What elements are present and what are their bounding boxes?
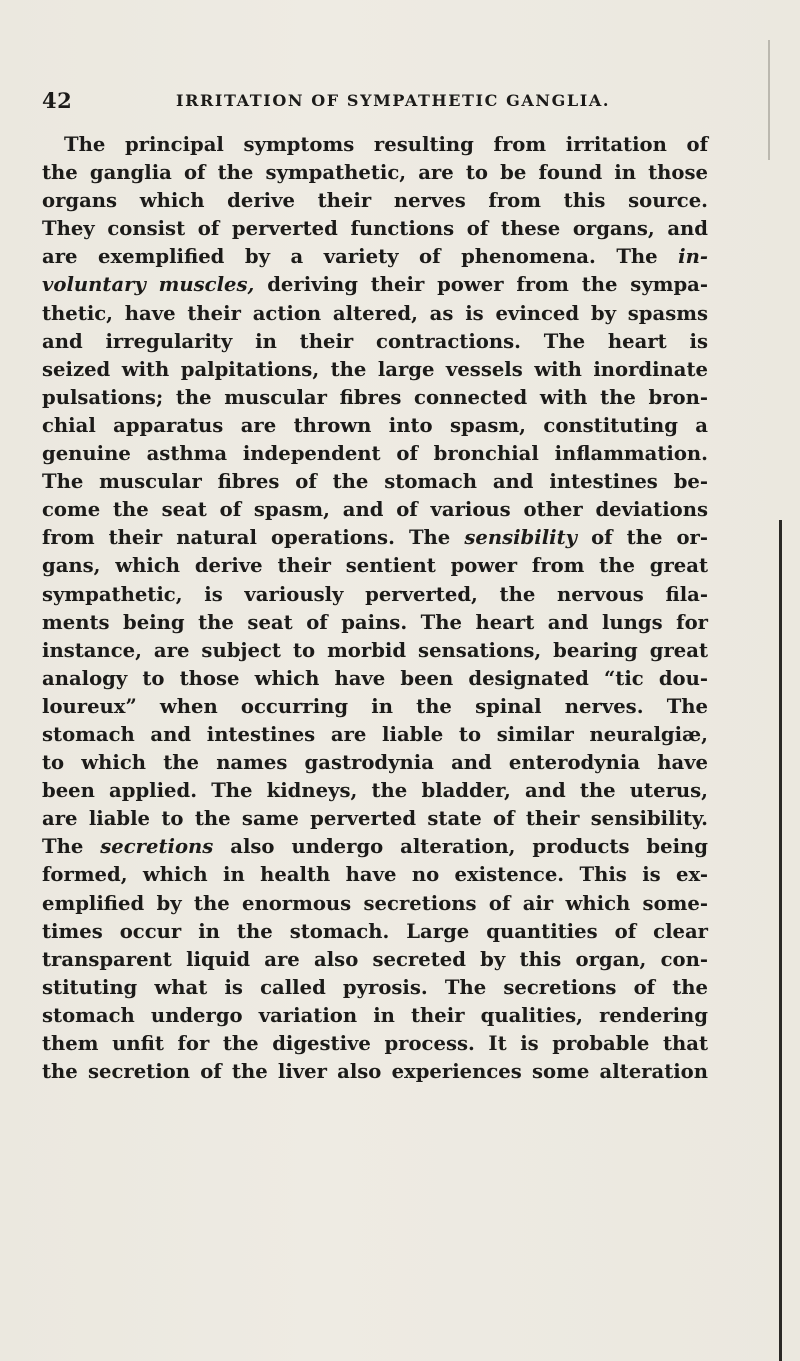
text-line	[42, 890, 708, 918]
page-number: 42	[42, 88, 73, 113]
text-line	[42, 328, 708, 356]
text-line	[42, 131, 708, 159]
text-segment: pulsations; the muscular fibres connected with the bron-	[42, 385, 708, 409]
text-line	[42, 721, 708, 749]
text-line	[42, 665, 708, 693]
text-segment: of the or-	[577, 526, 708, 550]
text-line	[42, 1002, 708, 1030]
text-line	[42, 749, 708, 777]
text-line	[42, 412, 708, 440]
text-segment: seized with palpitations, the large vessels with inordinate	[42, 357, 708, 381]
text-line	[42, 1030, 708, 1058]
text-line	[42, 356, 708, 384]
text-segment: deriving their power from the sympa-	[254, 273, 708, 297]
text-line	[42, 833, 708, 861]
text-segment: are liable to the same perverted state of their sensibility.	[42, 807, 708, 831]
text-segment: instance, are subject to morbid sensations, bearing great	[42, 638, 708, 662]
text-segment: sympathetic, is variously perverted, the nervous fila-	[42, 582, 708, 606]
page-binding-edge	[779, 520, 782, 1361]
text-segment: and irregularity in their contractions. The heart is	[42, 329, 708, 353]
italic-term: secretions	[100, 835, 214, 859]
text-segment: from their natural operations. The	[42, 526, 465, 550]
text-segment: the secretion of the liver also experiences some alteration	[42, 1060, 708, 1084]
text-segment: ments being the seat of pains. The heart and lungs for	[42, 610, 708, 634]
italic-term: voluntary muscles,	[42, 273, 255, 297]
text-segment: are exemplified by a variety of phenomena. The	[42, 245, 679, 269]
text-line	[42, 496, 708, 524]
italic-term: sensibility	[464, 526, 578, 550]
text-line	[42, 861, 708, 889]
text-line	[42, 159, 708, 187]
text-line	[42, 918, 708, 946]
text-line	[42, 552, 708, 580]
text-segment: The principal symptoms resulting from irritation of	[64, 133, 708, 156]
text-line	[42, 300, 708, 328]
text-segment: They consist of perverted functions of these organs, and	[42, 217, 708, 241]
text-segment: organs which derive their nerves from this source.	[42, 189, 708, 213]
text-line	[42, 440, 708, 468]
text-segment: loureux” when occurring in the spinal nerves. The	[42, 694, 708, 718]
text-line	[42, 777, 708, 805]
text-line	[42, 243, 708, 271]
text-segment: formed, which in health have no existence. This is ex-	[42, 863, 708, 887]
text-segment: gans, which derive their sentient power from the great	[42, 554, 708, 578]
text-segment: emplified by the enormous secretions of air which some-	[42, 891, 708, 915]
text-segment: also undergo alteration, products being	[213, 835, 708, 859]
text-line	[42, 384, 708, 412]
text-segment: stomach undergo variation in their qualities, rendering	[42, 1003, 708, 1027]
text-line	[42, 187, 708, 215]
text-segment: transparent liquid are also secreted by this organ, con-	[42, 947, 708, 971]
text-segment: the ganglia of the sympathetic, are to be found in those	[42, 161, 708, 185]
text-segment: thetic, have their action altered, as is evinced by spasms	[42, 301, 708, 325]
running-title: IRRITATION OF SYMPATHETIC GANGLIA.	[176, 91, 611, 110]
text-line	[42, 637, 708, 665]
text-segment: come the seat of spasm, and of various other deviations	[42, 498, 708, 522]
text-line	[42, 581, 708, 609]
text-segment: them unfit for the digestive process. It is probable that	[42, 1032, 708, 1055]
text-segment: stomach and intestines are liable to similar neuralgiæ,	[42, 722, 708, 746]
text-segment: The muscular fibres of the stomach and intestines be-	[42, 470, 708, 494]
text-line	[42, 524, 708, 552]
text-segment: analogy to those which have been designated “tic dou-	[42, 666, 708, 690]
text-line	[42, 693, 708, 721]
text-line	[42, 946, 708, 974]
text-segment: times occur in the stomach. Large quantities of clear	[42, 919, 708, 943]
text-line	[42, 271, 708, 299]
page-edge-shadow	[768, 40, 770, 160]
text-line	[42, 1058, 708, 1086]
text-segment: to which the names gastrodynia and enterodynia have	[42, 751, 708, 775]
text-segment: genuine asthma independent of bronchial inflammation.	[42, 442, 708, 466]
text-line	[42, 974, 708, 1002]
page-header	[42, 88, 762, 116]
text-segment: The	[42, 835, 101, 859]
text-segment: been applied. The kidneys, the bladder, and the uterus,	[42, 779, 708, 803]
text-segment: stituting what is called pyrosis. The secretions of the	[42, 975, 708, 999]
body-paragraph	[42, 131, 708, 1086]
text-line	[42, 609, 708, 637]
text-segment: chial apparatus are thrown into spasm, constituting a	[42, 413, 708, 437]
text-line	[42, 468, 708, 496]
text-line	[42, 215, 708, 243]
text-line	[42, 805, 708, 833]
italic-term: in-	[678, 245, 708, 269]
